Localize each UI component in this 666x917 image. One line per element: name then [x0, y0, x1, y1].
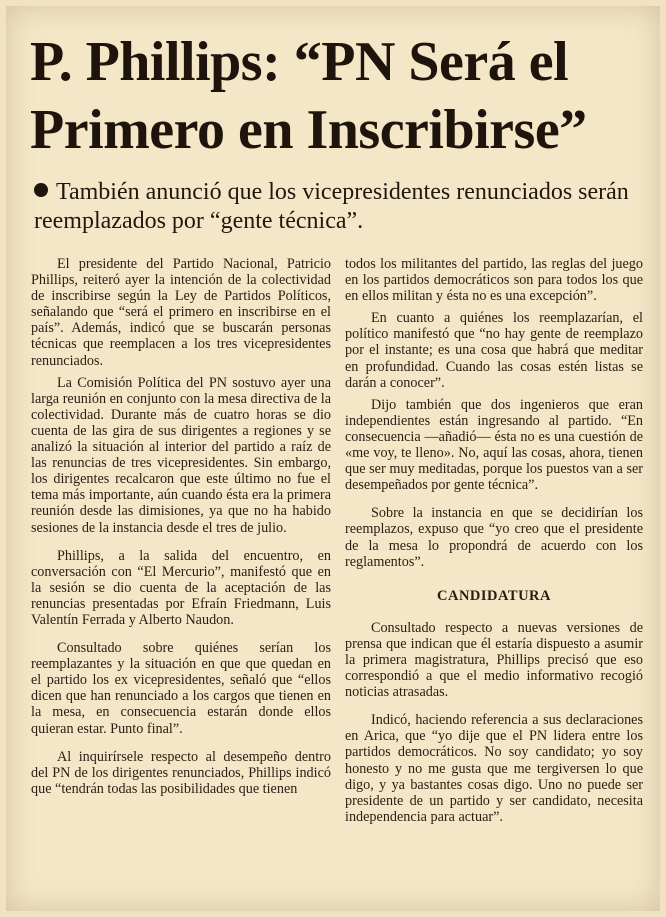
section-heading: CANDIDATURA — [437, 587, 551, 604]
right-column — [345, 256, 643, 831]
paragraph: La Comisión Política del PN sostuvo ayer una larga reunión en conjunto con la mesa directiva de la colectividad. Durante más de cuatro horas se dio cuenta de las gira de sus dirigentes a regiones y se analizó la situación al interior del partido a raíz de las renuncias de tres vicepresidentes. Sin embargo, los dirigentes recalcaron que este último no fue el tema más importante, aún cuando ésta era la primera reunión desde las dimisiones, ya que no ha habido sesiones de la instancia desde el tres de julio. — [31, 374, 331, 536]
paragraph: Consultado sobre quiénes serían los reemplazantes y la situación en que que quedan en el partido los ex vicepresidentes, señaló que “ellos dicen que han renunciado a los cargos que tienen en la mesa, en consecuencia estarán donde ellos quieran estar. Punto final”. — [31, 640, 331, 737]
paragraph: todos los militantes del partido, las reglas del juego en los partidos democráticos son para todos los que en ellos militan y ésta no es una excepción”. — [345, 256, 643, 305]
paragraph: En cuanto a quiénes los reemplazarían, el político manifestó que “no hay gente de reemplazo por el instante; es una cosa que habrá que meditar en profundidad. Cuando las cosas estén listas se darán a conocer”. — [345, 310, 643, 391]
paragraph: Consultado respecto a nuevas versiones de prensa que indican que él estaría dispuesto a asumir la primera magistratura, Phillips precisó que eso correspondió a que el medio informativo recogió noticias atrasadas. — [345, 619, 643, 701]
paragraph: Phillips, a la salida del encuentro, en conversación con “El Mercurio”, manifestó que en la sesión se dio cuenta de la aceptación de las renuncias presentadas por Efraín Friedmann, Luis Valentín Ferrada y Alberto Naudon. — [31, 547, 331, 628]
paragraph: Sobre la instancia en que se decidirían los reemplazos, expuso que “yo creo que el presidente de la mesa lo propondrá de acuerdo con los reglamentos”. — [345, 505, 643, 570]
paragraph: Al inquirírsele respecto al desempeño dentro del PN de los dirigentes renunciados, Phillips indicó que “tendrán todas las posibilidades que tienen — [31, 748, 331, 797]
newspaper-clipping — [6, 6, 660, 911]
paragraph: El presidente del Partido Nacional, Patricio Phillips, reiteró ayer la intención de la colectividad de inscribirse según la Ley de Partidos Políticos, señalando que “será el primero en inscribirse en el país”. Además, indicó que se buscarán personas técnicas que reemplacen a los tres vicepresidentes renunciados. — [31, 256, 331, 369]
left-column — [31, 256, 331, 803]
subheadline-text: También anunció que los vicepresidentes renunciados serán reemplazados por “gente técnica”. — [34, 179, 629, 234]
paragraph: Dijo también que dos ingenieros que eran independientes están ingresando al partido. “En consecuencia —añadió— ésta no es una cuestión de «me voy, te lleno». No, aquí las cosas, ahora, tienen que ser muy meditadas, porque los puestos van a ser desempeñados por gente técnica”. — [345, 396, 643, 494]
subheadline — [34, 178, 644, 236]
headline: P. Phillips: “PN Será el Primero en Inscribirse” — [30, 31, 587, 161]
paragraph: Indicó, haciendo referencia a sus declaraciones en Arica, que “yo dije que el PN lidera entre los partidos democráticos. No soy candidato; yo soy honesto y no me gusta que me tergiversen lo que digo, y ya bastantes cosas digo. Uno no puede ser presidente de un partido y ser candidato, necesita independencia para actuar”. — [345, 712, 643, 825]
bullet-icon — [34, 183, 48, 197]
